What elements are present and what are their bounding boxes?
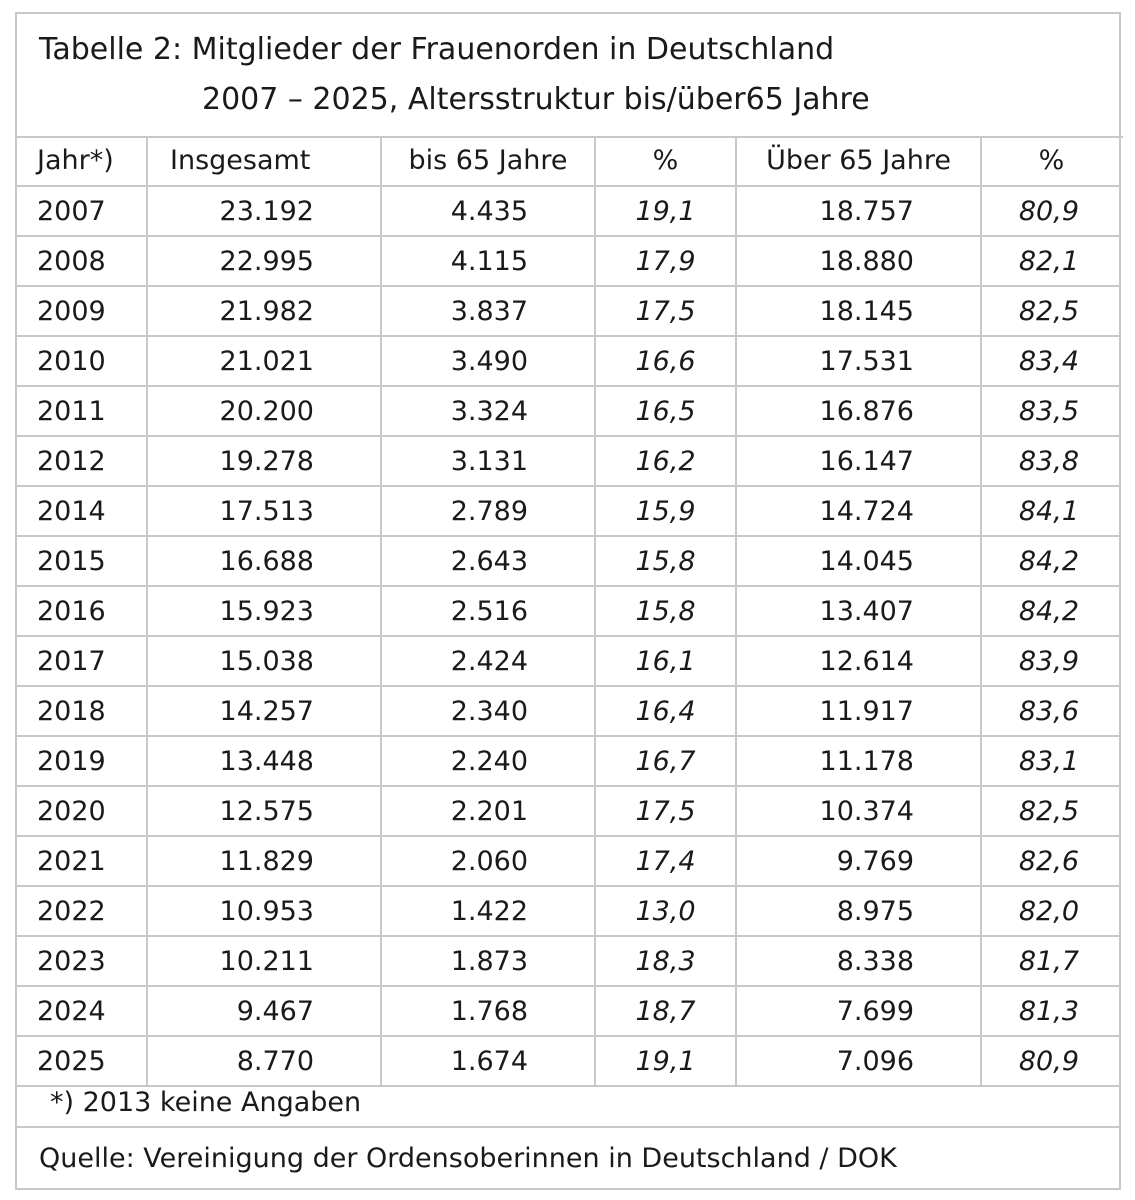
year-cell: 2008	[17, 236, 147, 286]
total-cell: 21.982	[147, 286, 381, 336]
title-line-2: 2007 – 2025, Altersstruktur bis/über65 Jahre	[202, 82, 870, 117]
percent-under-65-cell: 16,4	[595, 686, 736, 736]
total-cell: 10.211	[147, 936, 381, 986]
table-row	[17, 386, 1121, 436]
total-cell: 20.200	[147, 386, 381, 436]
year-cell: 2012	[17, 436, 147, 486]
total-cell: 23.192	[147, 186, 381, 236]
under-65-cell: 2.424	[381, 636, 595, 686]
header-percent-under-65: %	[595, 136, 736, 186]
percent-over-65-cell: 83,9	[981, 636, 1121, 686]
under-65-cell: 4.115	[381, 236, 595, 286]
percent-under-65-cell: 17,5	[595, 286, 736, 336]
total-cell: 19.278	[147, 436, 381, 486]
year-cell: 2015	[17, 536, 147, 586]
percent-under-65-cell: 15,8	[595, 536, 736, 586]
year-cell: 2024	[17, 986, 147, 1036]
under-65-cell: 2.516	[381, 586, 595, 636]
under-65-cell: 1.422	[381, 886, 595, 936]
table-row	[17, 336, 1121, 386]
table-row	[17, 286, 1121, 336]
table-row	[17, 236, 1121, 286]
percent-under-65-cell: 16,5	[595, 386, 736, 436]
over-65-cell: 16.876	[736, 386, 981, 436]
over-65-cell: 18.145	[736, 286, 981, 336]
percent-under-65-cell: 13,0	[595, 886, 736, 936]
year-cell: 2016	[17, 586, 147, 636]
header-year: Jahr*)	[17, 136, 147, 186]
under-65-cell: 3.837	[381, 286, 595, 336]
percent-over-65-cell: 82,5	[981, 286, 1121, 336]
total-cell: 15.923	[147, 586, 381, 636]
table-row	[17, 786, 1121, 836]
over-65-cell: 11.178	[736, 736, 981, 786]
year-cell: 2023	[17, 936, 147, 986]
percent-over-65-cell: 82,5	[981, 786, 1121, 836]
year-cell: 2010	[17, 336, 147, 386]
under-65-cell: 3.490	[381, 336, 595, 386]
over-65-cell: 13.407	[736, 586, 981, 636]
percent-under-65-cell: 17,4	[595, 836, 736, 886]
header-total: Insgesamt	[147, 136, 381, 186]
table-row	[17, 586, 1121, 636]
percent-over-65-cell: 84,2	[981, 536, 1121, 586]
percent-under-65-cell: 17,9	[595, 236, 736, 286]
percent-under-65-cell: 16,1	[595, 636, 736, 686]
percent-over-65-cell: 82,0	[981, 886, 1121, 936]
percent-over-65-cell: 84,1	[981, 486, 1121, 536]
over-65-cell: 14.045	[736, 536, 981, 586]
source-text: Quelle: Vereinigung der Ordensoberinnen in Deutschland / DOK	[39, 1143, 897, 1174]
membership-table	[17, 136, 1121, 1087]
year-cell: 2007	[17, 186, 147, 236]
year-cell: 2019	[17, 736, 147, 786]
total-cell: 17.513	[147, 486, 381, 536]
title-line-1: Tabelle 2: Mitglieder der Frauenorden in Deutschland	[39, 32, 835, 67]
under-65-cell: 2.643	[381, 536, 595, 586]
percent-under-65-cell: 18,7	[595, 986, 736, 1036]
total-cell: 12.575	[147, 786, 381, 836]
table-row	[17, 736, 1121, 786]
year-cell: 2014	[17, 486, 147, 536]
table-row	[17, 536, 1121, 586]
percent-over-65-cell: 82,1	[981, 236, 1121, 286]
year-cell: 2009	[17, 286, 147, 336]
under-65-cell: 2.789	[381, 486, 595, 536]
percent-over-65-cell: 83,4	[981, 336, 1121, 386]
percent-under-65-cell: 15,9	[595, 486, 736, 536]
header-under-65: bis 65 Jahre	[381, 136, 595, 186]
year-cell: 2022	[17, 886, 147, 936]
total-cell: 9.467	[147, 986, 381, 1036]
total-cell: 8.770	[147, 1036, 381, 1086]
over-65-cell: 18.757	[736, 186, 981, 236]
over-65-cell: 11.917	[736, 686, 981, 736]
total-cell: 10.953	[147, 886, 381, 936]
over-65-cell: 18.880	[736, 236, 981, 286]
over-65-cell: 8.338	[736, 936, 981, 986]
percent-under-65-cell: 15,8	[595, 586, 736, 636]
over-65-cell: 9.769	[736, 836, 981, 886]
percent-under-65-cell: 19,1	[595, 186, 736, 236]
table-row	[17, 986, 1121, 1036]
header-percent-over-65: %	[981, 136, 1121, 186]
under-65-cell: 2.240	[381, 736, 595, 786]
table-row	[17, 636, 1121, 686]
table-row	[17, 436, 1121, 486]
total-cell: 16.688	[147, 536, 381, 586]
source-note	[17, 1130, 1121, 1190]
percent-over-65-cell: 80,9	[981, 1036, 1121, 1086]
percent-over-65-cell: 81,3	[981, 986, 1121, 1036]
table-frame	[15, 12, 1121, 1190]
percent-over-65-cell: 83,5	[981, 386, 1121, 436]
year-cell: 2011	[17, 386, 147, 436]
percent-over-65-cell: 83,6	[981, 686, 1121, 736]
percent-under-65-cell: 16,6	[595, 336, 736, 386]
header-over-65: Über 65 Jahre	[736, 136, 981, 186]
year-cell: 2020	[17, 786, 147, 836]
total-cell: 21.021	[147, 336, 381, 386]
over-65-cell: 12.614	[736, 636, 981, 686]
table-row	[17, 936, 1121, 986]
table-row	[17, 886, 1121, 936]
percent-over-65-cell: 83,1	[981, 736, 1121, 786]
year-cell: 2018	[17, 686, 147, 736]
under-65-cell: 3.131	[381, 436, 595, 486]
over-65-cell: 17.531	[736, 336, 981, 386]
under-65-cell: 1.873	[381, 936, 595, 986]
over-65-cell: 8.975	[736, 886, 981, 936]
total-cell: 14.257	[147, 686, 381, 736]
header-row	[17, 136, 1121, 186]
under-65-cell: 2.340	[381, 686, 595, 736]
percent-over-65-cell: 83,8	[981, 436, 1121, 486]
year-cell: 2017	[17, 636, 147, 686]
percent-over-65-cell: 82,6	[981, 836, 1121, 886]
table-title	[17, 14, 1123, 138]
over-65-cell: 7.096	[736, 1036, 981, 1086]
footnote-text: *) 2013 keine Angaben	[50, 1087, 362, 1118]
under-65-cell: 2.060	[381, 836, 595, 886]
under-65-cell: 3.324	[381, 386, 595, 436]
under-65-cell: 4.435	[381, 186, 595, 236]
over-65-cell: 16.147	[736, 436, 981, 486]
table-row	[17, 486, 1121, 536]
year-cell: 2021	[17, 836, 147, 886]
under-65-cell: 1.674	[381, 1036, 595, 1086]
total-cell: 13.448	[147, 736, 381, 786]
percent-over-65-cell: 80,9	[981, 186, 1121, 236]
total-cell: 11.829	[147, 836, 381, 886]
table-row	[17, 836, 1121, 886]
total-cell: 22.995	[147, 236, 381, 286]
over-65-cell: 10.374	[736, 786, 981, 836]
footnote	[17, 1080, 1121, 1128]
percent-over-65-cell: 81,7	[981, 936, 1121, 986]
percent-under-65-cell: 18,3	[595, 936, 736, 986]
percent-under-65-cell: 17,5	[595, 786, 736, 836]
percent-under-65-cell: 16,2	[595, 436, 736, 486]
percent-under-65-cell: 19,1	[595, 1036, 736, 1086]
year-cell: 2025	[17, 1036, 147, 1086]
total-cell: 15.038	[147, 636, 381, 686]
over-65-cell: 7.699	[736, 986, 981, 1036]
over-65-cell: 14.724	[736, 486, 981, 536]
table-row	[17, 1036, 1121, 1086]
table-row	[17, 686, 1121, 736]
percent-under-65-cell: 16,7	[595, 736, 736, 786]
percent-over-65-cell: 84,2	[981, 586, 1121, 636]
table-row	[17, 186, 1121, 236]
under-65-cell: 2.201	[381, 786, 595, 836]
under-65-cell: 1.768	[381, 986, 595, 1036]
